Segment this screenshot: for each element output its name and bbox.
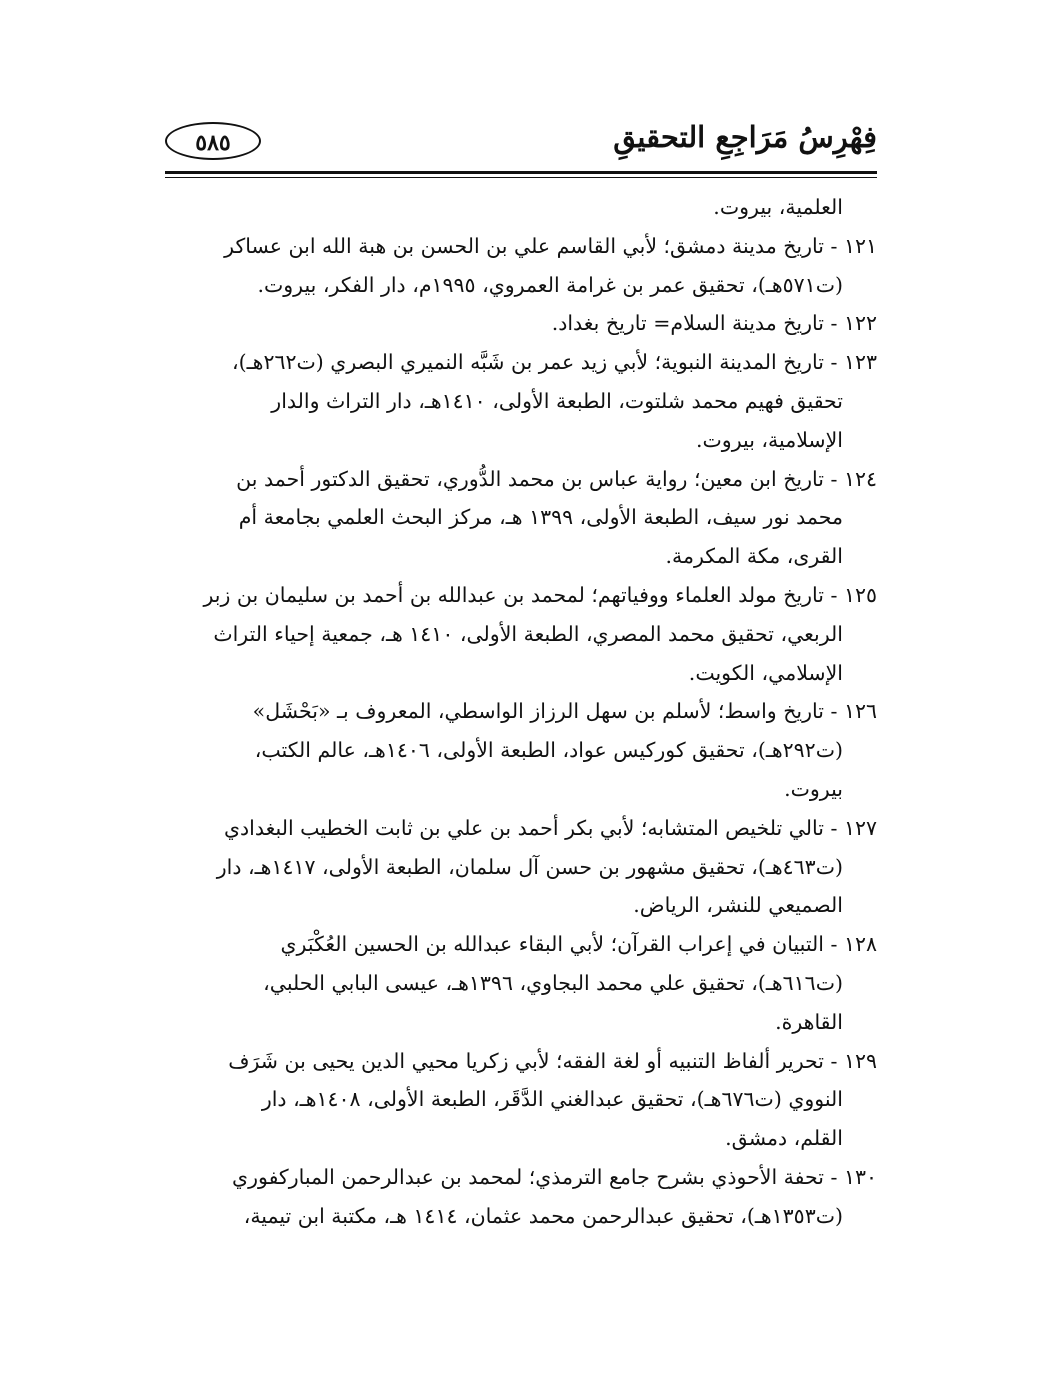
- text-line: (ت٦١٦هـ)، تحقيق علي محمد البجاوي، ١٣٩٦هـ، عيسى البابي الحلبي،: [263, 970, 843, 995]
- text-line: ١٢٣ - تاريخ المدينة النبوية؛ لأبي زيد عمر بن شَبَّه النميري البصري (ت٢٦٢هـ)،: [232, 350, 877, 375]
- text-line: الصميعي للنشر، الرياض.: [633, 893, 843, 918]
- running-header: [165, 108, 877, 170]
- header-rule-thin: [165, 177, 877, 178]
- page-title: فِهْرِسُ مَرَاجِعِ التحقيقِ: [613, 120, 877, 154]
- text-line: ١٢٤ - تاريخ ابن معين؛ رواية عباس بن محمد الدُّوري، تحقيق الدكتور أحمد بن: [236, 466, 877, 491]
- text-line: ١٢١ - تاريخ مدينة دمشق؛ لأبي القاسم علي بن الحسن بن هبة الله ابن عساكر: [224, 233, 877, 258]
- text-line: النووي (ت٦٧٦هـ)، تحقيق عبدالغني الدَّقَر، الطبعة الأولى، ١٤٠٨هـ، دار: [261, 1087, 843, 1112]
- text-line: الإسلامية، بيروت.: [695, 427, 843, 452]
- text-line: (ت٤٦٣هـ)، تحقيق مشهور بن حسن آل سلمان، الطبعة الأولى، ١٤١٧هـ، دار: [216, 854, 843, 879]
- text-line: ١٢٩ - تحرير ألفاظ التنبيه أو لغة الفقه؛ لأبي زكريا محيي الدين يحيى بن شَرَف: [228, 1048, 877, 1073]
- text-line: محمد نور سيف، الطبعة الأولى، ١٣٩٩ هـ، مركز البحث العلمي بجامعة أم: [238, 505, 843, 530]
- text-line: القاهرة.: [775, 1009, 843, 1034]
- text-line: ١٢٢ - تاريخ مدينة السلام= تاريخ بغداد.: [551, 311, 877, 336]
- text-line: الربعي، تحقيق محمد المصري، الطبعة الأولى، ١٤١٠ هـ، جمعية إحياء التراث: [213, 621, 843, 646]
- page-number: ٥٨٥: [165, 122, 261, 160]
- text-line: ١٢٥ - تاريخ مولد العلماء ووفياتهم؛ لمحمد بن عبدالله بن أحمد بن سليمان بن زبر: [203, 582, 877, 607]
- header-rule-thick: [165, 171, 877, 174]
- text-line: الإسلامي، الكويت.: [688, 660, 843, 685]
- text-line: ١٢٨ - التبيان في إعراب القرآن؛ لأبي البقاء عبدالله بن الحسين العُكْبَري: [280, 932, 877, 957]
- text-line: (ت١٣٥٣هـ)، تحقيق عبدالرحمن محمد عثمان، ١٤١٤ هـ، مكتبة ابن تيمية،: [243, 1203, 843, 1228]
- text-line: ١٢٦ - تاريخ واسط؛ لأسلم بن سهل الرزاز الواسطي، المعروف بـ «بَحْشَل»: [252, 699, 877, 724]
- text-line: القرى، مكة المكرمة.: [665, 544, 843, 569]
- text-line: تحقيق فهيم محمد شلتوت، الطبعة الأولى، ١٤١٠هـ، دار التراث والدار: [271, 388, 843, 413]
- text-line: بيروت.: [784, 776, 843, 801]
- bibliography-text: [165, 188, 877, 1236]
- text-line: العلمية، بيروت.: [713, 195, 843, 219]
- text-line: ١٢٧ - تالي تلخيص المتشابه؛ لأبي بكر أحمد بن علي بن ثابت الخطيب البغدادي: [224, 815, 877, 840]
- text-line: ١٣٠ - تحفة الأحوذي بشرح جامع الترمذي؛ لمحمد بن عبدالرحمن المباركفوري: [232, 1164, 877, 1189]
- text-line: (ت٢٩٢هـ)، تحقيق كوركيس عواد، الطبعة الأولى، ١٤٠٦هـ، عالم الكتب،: [254, 738, 843, 763]
- text-line: القلم، دمشق.: [725, 1126, 843, 1151]
- text-line: (ت٥٧١هـ)، تحقيق عمر بن غرامة العمروي، ١٩٩٥م، دار الفكر، بيروت.: [257, 272, 843, 297]
